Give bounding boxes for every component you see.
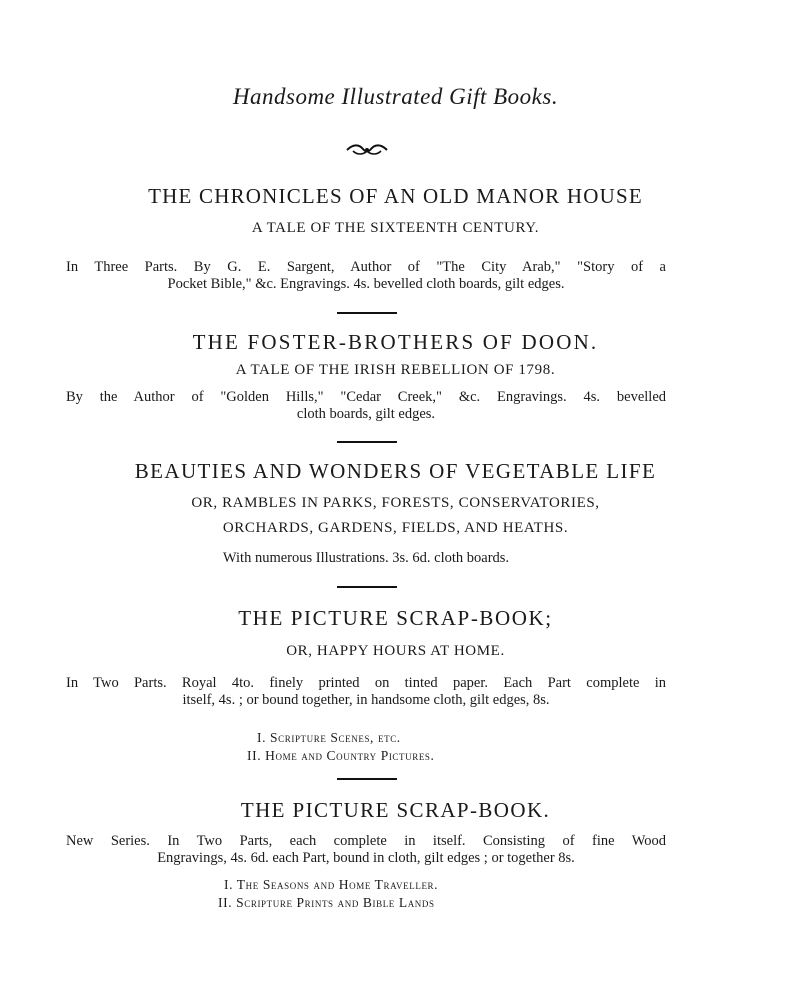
book-4-desc-line-2: itself, 4s. ; or bound together, in handsome cloth, gilt edges, 8s. [182, 692, 550, 708]
section-divider [337, 312, 397, 314]
book-4-desc-line-1: In Two Parts. Royal 4to. finely printed on tinted paper. Each Part complete in [66, 675, 666, 691]
section-divider [337, 778, 397, 780]
book-4-title: THE PICTURE SCRAP-BOOK; [238, 606, 553, 630]
book-3-subtitle-line-2: ORCHARDS, GARDENS, FIELDS, AND HEATHS. [222, 520, 569, 536]
book-5-desc-line-1: New Series. In Two Parts, each complete in itself. Consisting of fine Wood [66, 833, 666, 849]
book-4-subtitle: OR, HAPPY HOURS AT HOME. [286, 643, 505, 659]
book-5-part-1: I. The Seasons and Home Traveller. [224, 877, 439, 892]
book-1-desc-line-2: Pocket Bible," &c. Engravings. 4s. bevelled cloth boards, gilt edges. [167, 276, 565, 292]
book-3-subtitle-line-1: OR, RAMBLES IN PARKS, FORESTS, CONSERVATORIES, [191, 495, 600, 511]
book-5-description [66, 833, 666, 867]
book-5-part-2: II. Scripture Prints and Bible Lands [218, 895, 435, 910]
book-2-desc-line-1: By the Author of "Golden Hills," "Cedar Creek," &c. Engravings. 4s. bevelled [66, 389, 666, 405]
book-2-description [66, 389, 666, 423]
book-2-subtitle: A TALE OF THE IRISH REBELLION OF 1798. [235, 362, 556, 378]
book-5-desc-line-2: Engravings, 4s. 6d. each Part, bound in cloth, gilt edges ; or together 8s. [157, 850, 575, 866]
book-3-description [66, 550, 666, 567]
section-divider [337, 441, 397, 443]
book-3-title: BEAUTIES AND WONDERS OF VEGETABLE LIFE [134, 459, 657, 483]
book-4-part-1: I. Scripture Scenes, etc. [257, 730, 401, 745]
book-1-subtitle: A TALE OF THE SIXTEENTH CENTURY. [251, 220, 540, 236]
book-4-part-2: II. Home and Country Pictures. [247, 748, 435, 763]
book-3-desc-line-1: With numerous Illustrations. 3s. 6d. cloth boards. [222, 550, 510, 566]
book-1-description [66, 259, 666, 293]
book-1-title: THE CHRONICLES OF AN OLD MANOR HOUSE [148, 184, 643, 208]
scroll-ornament-icon [345, 141, 389, 159]
book-5-title: THE PICTURE SCRAP-BOOK. [240, 798, 551, 822]
book-2-title: THE FOSTER-BROTHERS OF DOON. [192, 330, 599, 354]
book-1-desc-line-1: In Three Parts. By G. E. Sargent, Author of "The City Arab," "Story of a [66, 259, 666, 275]
section-divider [337, 586, 397, 588]
book-4-description [66, 675, 666, 709]
book-2-desc-line-2: cloth boards, gilt edges. [296, 406, 436, 422]
page-header: Handsome Illustrated Gift Books. [232, 84, 559, 109]
